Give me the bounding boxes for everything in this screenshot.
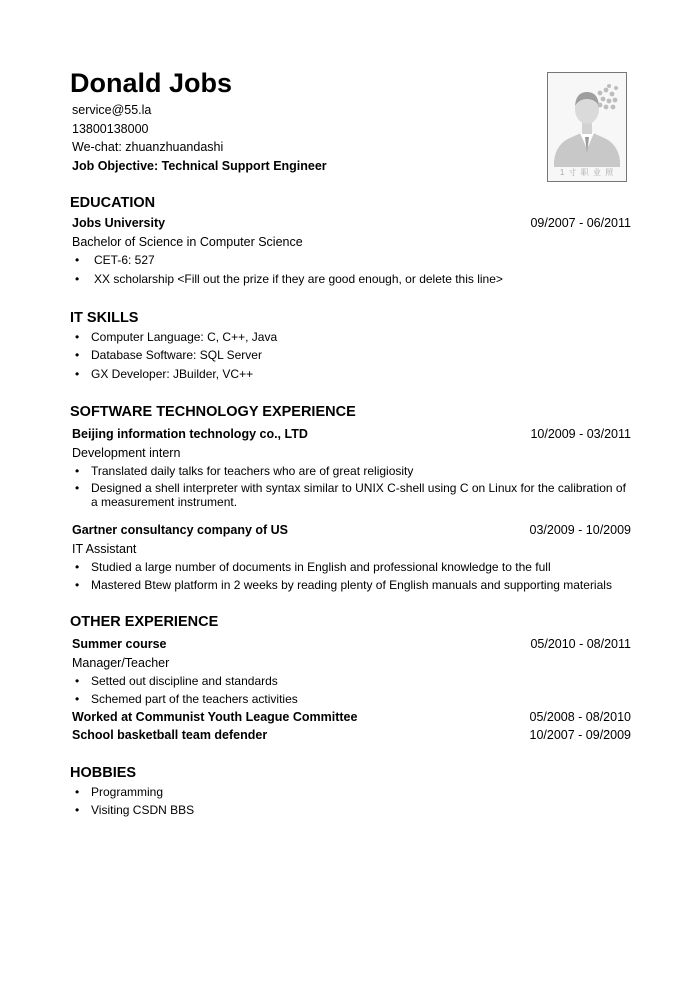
experience-row — [72, 709, 631, 725]
job-role: Development intern — [72, 446, 181, 460]
list-item: • CET-6: 527 — [75, 253, 155, 267]
list-item: • Computer Language: C, C++, Java — [75, 330, 278, 344]
bullet-icon: • — [75, 272, 80, 286]
section-title-software: SOFTWARE TECHNOLOGY EXPERIENCE — [70, 404, 356, 420]
wechat-text: We-chat: zhuanzhuandashi — [72, 140, 224, 154]
bullet-icon: • — [75, 785, 80, 799]
section-title-education: EDUCATION — [70, 195, 156, 211]
list-item: • Database Software: SQL Server — [75, 348, 262, 362]
company-name: Gartner consultancy company of US — [72, 523, 289, 537]
list-item: • Visiting CSDN BBS — [75, 803, 195, 817]
profile-photo — [547, 72, 627, 182]
job-row — [72, 522, 631, 538]
photo-caption: 1 寸 职 业 照 — [559, 168, 615, 177]
bullet-icon: • — [75, 692, 80, 706]
experience-name: Worked at Communist Youth League Committee — [72, 710, 358, 724]
list-item: • Studied a large number of documents in English and professional knowledge to the full — [75, 560, 551, 574]
person-silhouette-icon — [548, 73, 626, 181]
email-text: service@55.la — [72, 103, 152, 117]
list-item: • Schemed part of the teachers activities — [75, 692, 298, 706]
bullet-icon: • — [75, 560, 80, 574]
bullet-icon: • — [75, 253, 80, 267]
list-item: • Setted out discipline and standards — [75, 674, 278, 688]
bullet-icon: • — [75, 348, 80, 362]
course-role: Manager/Teacher — [72, 656, 170, 670]
experience-name: School basketball team defender — [72, 728, 268, 742]
job-row — [72, 426, 631, 442]
job-dates: 10/2009 - 03/2011 — [530, 427, 631, 441]
experience-dates: 10/2007 - 09/2009 — [529, 728, 631, 742]
education-dates: 09/2007 - 06/2011 — [530, 216, 631, 230]
phone-text: 13800138000 — [72, 121, 149, 136]
job-role: IT Assistant — [72, 542, 137, 556]
school-name: Jobs University — [72, 216, 166, 230]
list-item: • Programming — [75, 785, 164, 799]
course-dates: 05/2010 - 08/2011 — [530, 637, 631, 651]
degree-text: Bachelor of Science in Computer Science — [72, 235, 303, 249]
course-row — [72, 636, 631, 652]
experience-row — [72, 727, 631, 743]
list-item: • GX Developer: JBuilder, VC++ — [75, 367, 254, 381]
bullet-icon: • — [75, 464, 80, 478]
list-item: • XX scholarship <Fill out the prize if they are good enough, or delete this line> — [75, 272, 503, 286]
candidate-name: Donald Jobs — [70, 68, 233, 98]
section-title-other: OTHER EXPERIENCE — [70, 614, 219, 630]
bullet-icon: • — [75, 481, 80, 495]
list-item: • Translated daily talks for teachers who are of great religiosity — [75, 464, 414, 478]
contact-block — [72, 101, 327, 175]
bullet-icon: • — [75, 367, 80, 381]
list-item: • Mastered Btew platform in 2 weeks by reading plenty of English manuals and supporting materials — [75, 578, 612, 592]
bullet-icon: • — [75, 674, 80, 688]
bullet-icon: • — [75, 578, 80, 592]
section-title-hobbies: HOBBIES — [70, 765, 137, 781]
section-title-skills: IT SKILLS — [70, 310, 139, 326]
job-dates: 03/2009 - 10/2009 — [529, 523, 631, 537]
company-name: Beijing information technology co., LTD — [72, 427, 308, 441]
course-name: Summer course — [72, 637, 167, 651]
bullet-icon: • — [75, 330, 80, 344]
education-row — [72, 215, 631, 231]
bullet-icon: • — [75, 803, 80, 817]
experience-dates: 05/2008 - 08/2010 — [529, 710, 631, 724]
list-item: • Designed a shell interpreter with syntax similar to UNIX C-shell using C on Linux for the calibration of a measurement instrument. — [75, 481, 626, 509]
job-objective: Job Objective: Technical Support Engineer — [72, 158, 327, 173]
